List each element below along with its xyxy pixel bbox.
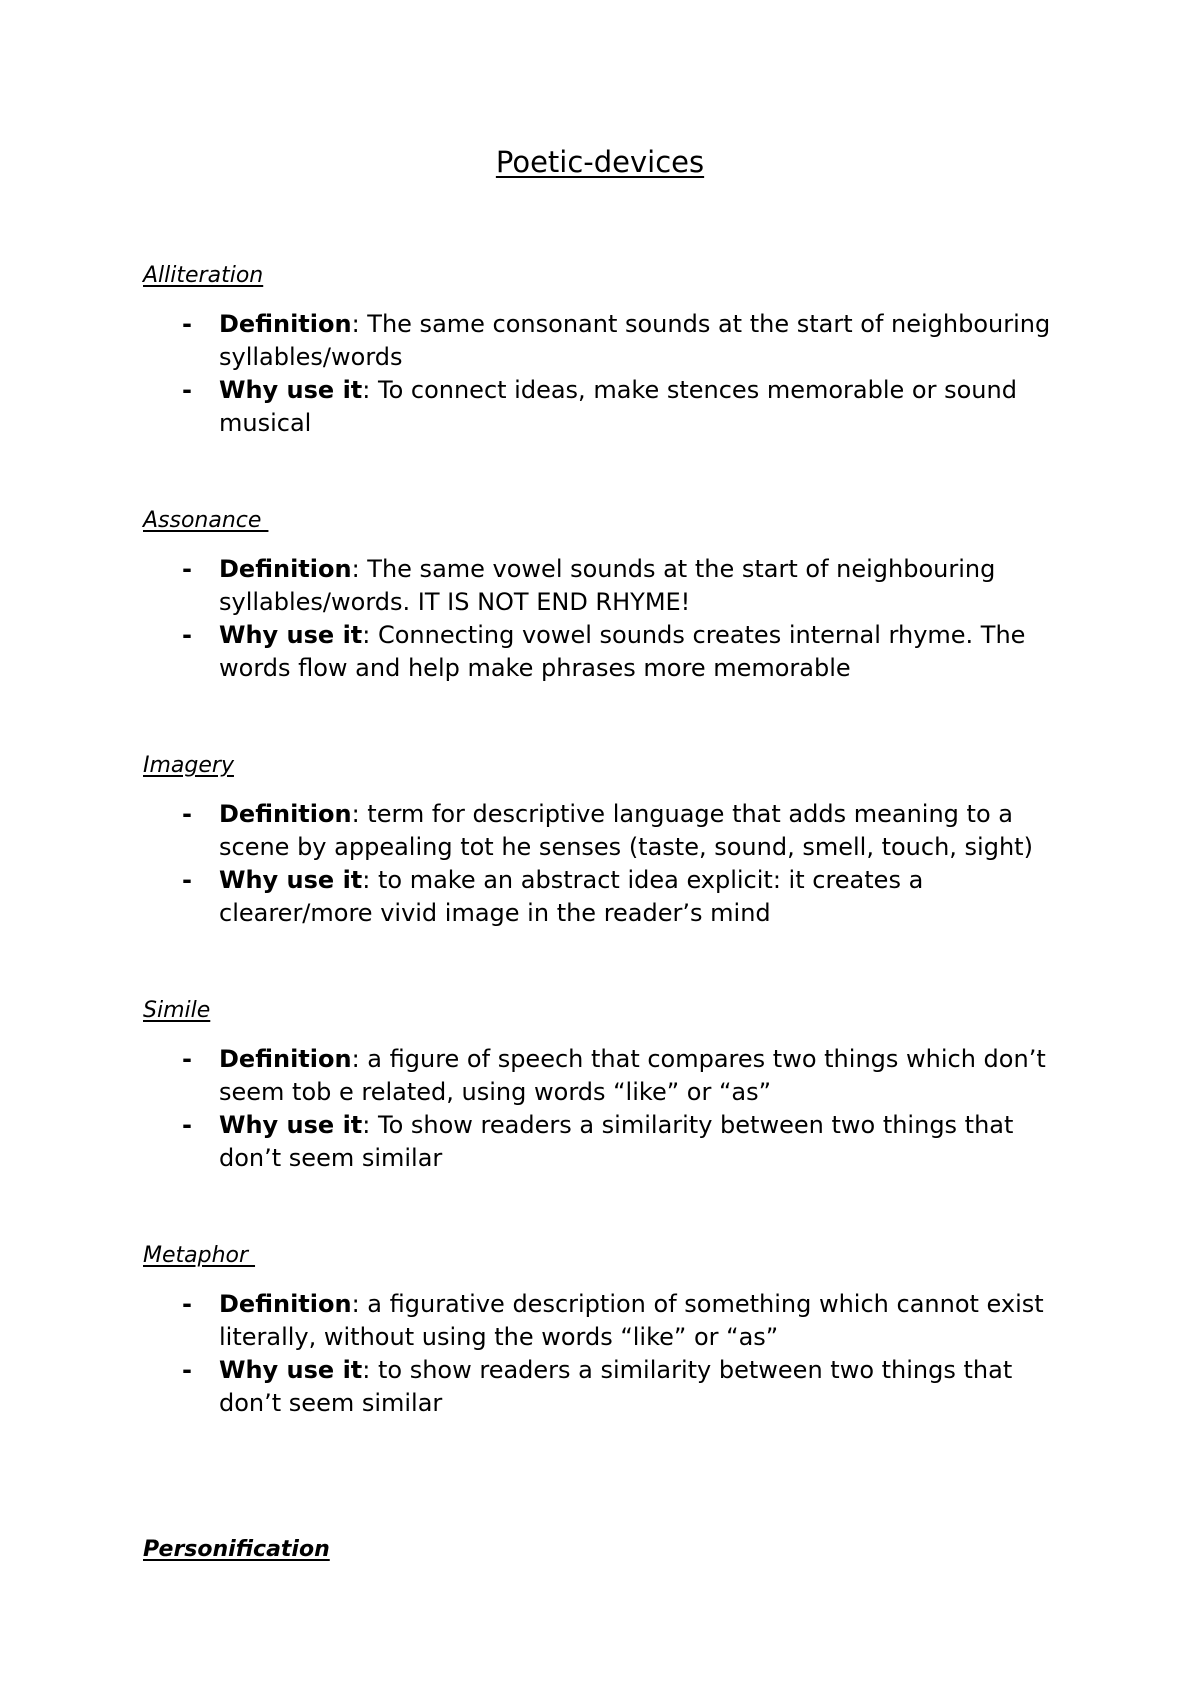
item-label: Why use it [219,376,363,404]
list-item [0,619,1069,685]
bullet-list [0,308,1200,440]
list-item [0,1109,1069,1175]
list-item [0,553,1069,619]
bullet-list [0,1288,1200,1420]
item-text: : To show readers a similarity between two things that don’t seem similar [219,1111,1014,1172]
bullet-dash: - [182,1356,192,1384]
bullet-dash: - [182,621,192,649]
item-label: Definition [219,800,352,828]
list-item [0,1354,1069,1420]
bullet-dash: - [182,1045,192,1073]
item-label: Why use it [219,1111,363,1139]
item-text: : To connect ideas, make stences memorable or sound musical [219,376,1017,437]
item-label: Definition [219,1045,352,1073]
section-heading: Personification [143,1537,330,1562]
list-item [0,1288,1069,1354]
item-label: Definition [219,555,352,583]
bullet-list [0,553,1200,685]
page-title: Poetic-devices [495,145,705,179]
item-text: : a figurative description of something which cannot exist literally, without using the words “like” or “as” [219,1290,1044,1351]
bullet-list [0,1043,1200,1175]
item-label: Why use it [219,621,363,649]
list-item [0,1043,1069,1109]
item-text: : to make an abstract idea explicit: it creates a clearer/more vivid image in the reader’s mind [219,866,924,927]
bullet-dash: - [182,555,192,583]
section-heading: Imagery [143,753,234,778]
item-label: Why use it [219,866,363,894]
list-item [0,864,1069,930]
section-heading: Assonance [143,508,269,533]
bullet-list [0,798,1200,930]
list-item [0,798,1069,864]
bullet-dash: - [182,866,192,894]
item-text: : Connecting vowel sounds creates internal rhyme. The words flow and help make phrases more memorable [219,621,1026,682]
list-item [0,374,1069,440]
item-text: : a figure of speech that compares two things which don’t seem tob e related, using words “like” or “as” [219,1045,1046,1106]
item-text: : term for descriptive language that adds meaning to a scene by appealing tot he senses (taste, sound, smell, touch, sight) [219,800,1033,861]
bullet-dash: - [182,310,192,338]
item-label: Definition [219,310,352,338]
bullet-dash: - [182,800,192,828]
item-label: Definition [219,1290,352,1318]
section-heading: Simile [143,998,211,1023]
bullet-dash: - [182,1111,192,1139]
bullet-dash: - [182,1290,192,1318]
bullet-dash: - [182,376,192,404]
list-item [0,308,1069,374]
item-label: Why use it [219,1356,363,1384]
section-heading: Alliteration [143,263,264,288]
section-heading: Metaphor [143,1243,256,1268]
item-text: : to show readers a similarity between two things that don’t seem similar [219,1356,1013,1417]
item-text: : The same vowel sounds at the start of neighbouring syllables/words. IT IS NOT END RHYME! [219,555,996,616]
item-text: : The same consonant sounds at the start of neighbouring syllables/words [219,310,1051,371]
